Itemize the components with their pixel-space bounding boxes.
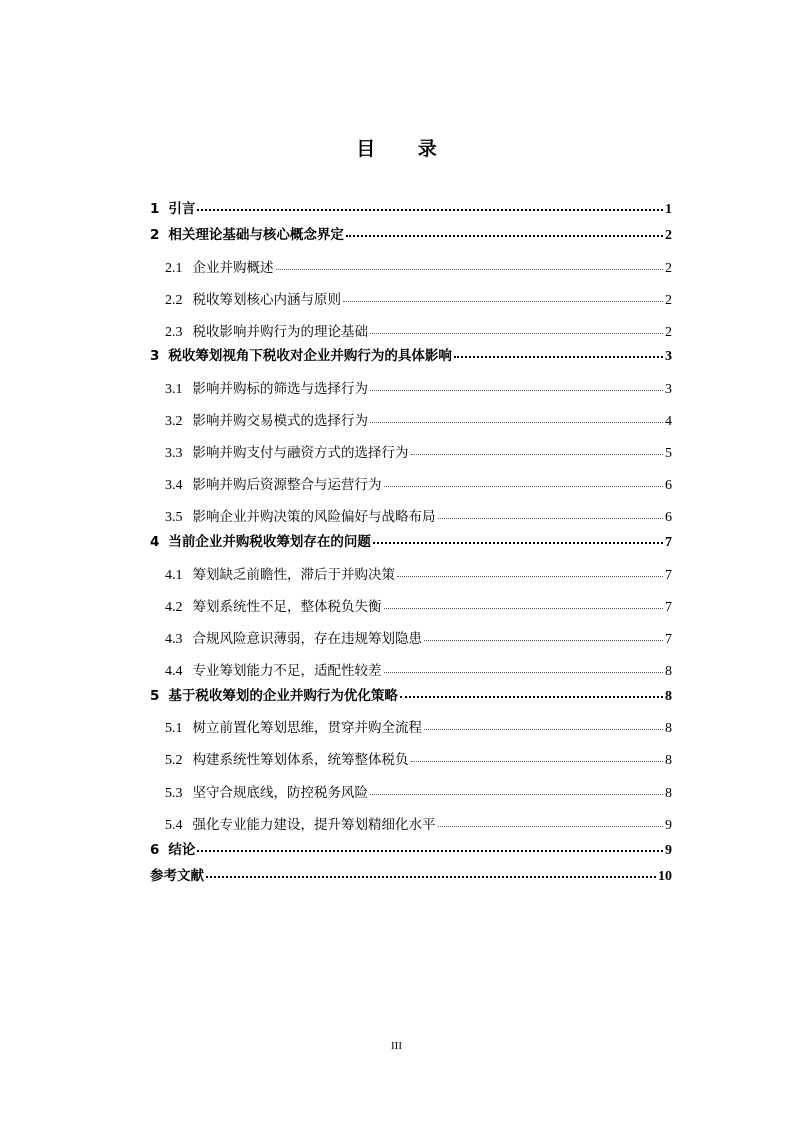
toc-entry-page-number: 5 — [665, 446, 672, 461]
toc-entry[interactable] — [165, 661, 672, 682]
toc-entry-page-number: 4 — [665, 414, 672, 429]
toc-entry-title: 影响并购标的筛选与选择行为 — [192, 381, 368, 397]
toc-dot-leader — [424, 718, 663, 732]
toc-entry-title: 筹划系统性不足，整体税负失衡 — [192, 599, 382, 615]
toc-dot-leader — [400, 686, 663, 700]
toc-entry[interactable] — [150, 225, 672, 246]
toc-entry-title: 强化专业能力建设，提升筹划精细化水平 — [192, 817, 436, 833]
toc-entry-title: 影响并购交易模式的选择行为 — [192, 413, 368, 429]
toc-entry-page-number: 7 — [665, 600, 672, 615]
toc-entry-number: 3.5 — [165, 510, 183, 525]
toc-entry-title: 合规风险意识薄弱，存在违规筹划隐患 — [192, 631, 422, 647]
toc-entry-page-number: 2 — [665, 261, 672, 276]
toc-entry-title: 影响并购后资源整合与运营行为 — [192, 477, 382, 493]
toc-entry-title: 树立前置化筹划思维，贯穿并购全流程 — [192, 720, 422, 736]
toc-dot-leader — [206, 866, 656, 880]
toc-dot-leader — [438, 815, 664, 829]
toc-dot-leader — [197, 840, 663, 854]
toc-dot-leader — [346, 225, 663, 239]
toc-entry[interactable] — [150, 346, 672, 367]
toc-entry[interactable] — [150, 840, 672, 861]
toc-entry[interactable] — [165, 718, 672, 739]
toc-dot-leader — [384, 475, 664, 489]
toc-entry-number: 4.2 — [165, 600, 183, 615]
toc-entry-page-number: 9 — [665, 818, 672, 833]
toc-dot-leader — [438, 507, 664, 521]
toc-entry-title: 相关理论基础与核心概念界定 — [168, 227, 344, 243]
toc-entry-number: 3.4 — [165, 478, 183, 493]
page-title: 目 录 — [356, 138, 455, 160]
toc-entry[interactable] — [165, 411, 672, 432]
toc-entry-page-number: 2 — [665, 228, 672, 243]
toc-entry-number: 6 — [150, 842, 160, 858]
toc-entry[interactable] — [165, 597, 672, 618]
toc-entry-title: 参考文献 — [150, 868, 204, 884]
toc-entry-number: 5.4 — [165, 818, 183, 833]
toc-entry-page-number: 6 — [665, 510, 672, 525]
toc-dot-leader — [197, 199, 663, 213]
toc-entry-number: 2.2 — [165, 293, 183, 308]
toc-entry[interactable] — [165, 258, 672, 279]
toc-entry-number: 3.1 — [165, 382, 183, 397]
toc-dot-leader — [411, 750, 664, 764]
toc-entry[interactable] — [165, 322, 672, 343]
page-footer-number: III — [391, 1040, 402, 1052]
toc-entry[interactable] — [165, 815, 672, 836]
toc-entry-title: 引言 — [168, 201, 196, 217]
toc-entry-number: 2.1 — [165, 261, 183, 276]
toc-entry-number: 2 — [150, 227, 160, 243]
toc-entry-page-number: 10 — [658, 869, 672, 884]
toc-dot-leader — [370, 411, 663, 425]
toc-entry[interactable] — [165, 565, 672, 586]
toc-dot-leader — [397, 565, 663, 579]
toc-entry[interactable] — [165, 290, 672, 311]
toc-entry-number: 3.3 — [165, 446, 183, 461]
toc-entry-title: 税收筹划核心内涵与原则 — [192, 292, 341, 308]
toc-entry[interactable] — [165, 507, 672, 528]
toc-entry-title: 坚守合规底线，防控税务风险 — [192, 785, 368, 801]
toc-entry-page-number: 8 — [665, 753, 672, 768]
toc-entry-page-number: 8 — [665, 664, 672, 679]
toc-entry[interactable] — [165, 379, 672, 400]
toc-dot-leader — [370, 379, 663, 393]
toc-entry-page-number: 7 — [665, 632, 672, 647]
toc-dot-leader — [384, 597, 664, 611]
toc-entry-page-number: 8 — [665, 721, 672, 736]
toc-entry-page-number: 9 — [665, 843, 672, 858]
toc-entry-page-number: 3 — [665, 349, 672, 364]
toc-dot-leader — [343, 290, 663, 304]
toc-entry-number: 5.2 — [165, 753, 183, 768]
toc-entry-title: 企业并购概述 — [192, 260, 274, 276]
toc-entry-page-number: 7 — [665, 535, 672, 550]
toc-dot-leader — [370, 322, 663, 336]
toc-entry-page-number: 2 — [665, 325, 672, 340]
toc-entry-page-number: 6 — [665, 478, 672, 493]
toc-entry-page-number: 7 — [665, 568, 672, 583]
toc-entry-number: 3.2 — [165, 414, 183, 429]
toc-entry-page-number: 8 — [665, 786, 672, 801]
toc-entry-number: 4 — [150, 534, 160, 550]
toc-entry[interactable] — [150, 866, 672, 887]
toc-entry-number: 4.3 — [165, 632, 183, 647]
toc-entry[interactable] — [150, 199, 672, 220]
toc-dot-leader — [384, 661, 664, 675]
toc-entry-title: 影响企业并购决策的风险偏好与战略布局 — [192, 509, 436, 525]
toc-entry-title: 基于税收筹划的企业并购行为优化策略 — [168, 688, 398, 704]
toc-entry-title: 影响并购支付与融资方式的选择行为 — [192, 445, 409, 461]
toc-dot-leader — [454, 346, 663, 360]
toc-entry[interactable] — [150, 686, 672, 707]
toc-entry-number: 5.3 — [165, 786, 183, 801]
toc-entry[interactable] — [150, 532, 672, 553]
toc-entry-page-number: 2 — [665, 293, 672, 308]
toc-dot-leader — [276, 258, 664, 272]
toc-entry-title: 税收筹划视角下税收对企业并购行为的具体影响 — [168, 348, 452, 364]
toc-entry-title: 筹划缺乏前瞻性，滞后于并购决策 — [192, 567, 395, 583]
toc-dot-leader — [411, 443, 664, 457]
toc-entry-number: 1 — [150, 201, 160, 217]
toc-entry-title: 结论 — [168, 842, 196, 858]
toc-entry-title: 税收影响并购行为的理论基础 — [192, 324, 368, 340]
toc-entry-number: 4.1 — [165, 568, 183, 583]
toc-entry[interactable] — [165, 783, 672, 804]
toc-entry-title: 当前企业并购税收筹划存在的问题 — [168, 534, 371, 550]
toc-entry[interactable] — [165, 629, 672, 650]
toc-entry[interactable] — [165, 443, 672, 464]
toc-entry[interactable] — [165, 750, 672, 771]
toc-entry-page-number: 8 — [665, 689, 672, 704]
toc-entry-title: 构建系统性筹划体系，统筹整体税负 — [192, 752, 409, 768]
toc-entry-number: 5 — [150, 688, 160, 704]
toc-dot-leader — [370, 783, 663, 797]
toc-entry-number: 4.4 — [165, 664, 183, 679]
toc-dot-leader — [373, 532, 663, 546]
toc-entry[interactable] — [165, 475, 672, 496]
toc-entry-page-number: 1 — [665, 202, 672, 217]
toc-entry-page-number: 3 — [665, 382, 672, 397]
toc-dot-leader — [424, 629, 663, 643]
toc-entry-number: 5.1 — [165, 721, 183, 736]
toc-entry-number: 2.3 — [165, 325, 183, 340]
toc-entry-title: 专业筹划能力不足，适配性较差 — [192, 663, 382, 679]
toc-entry-number: 3 — [150, 348, 160, 364]
